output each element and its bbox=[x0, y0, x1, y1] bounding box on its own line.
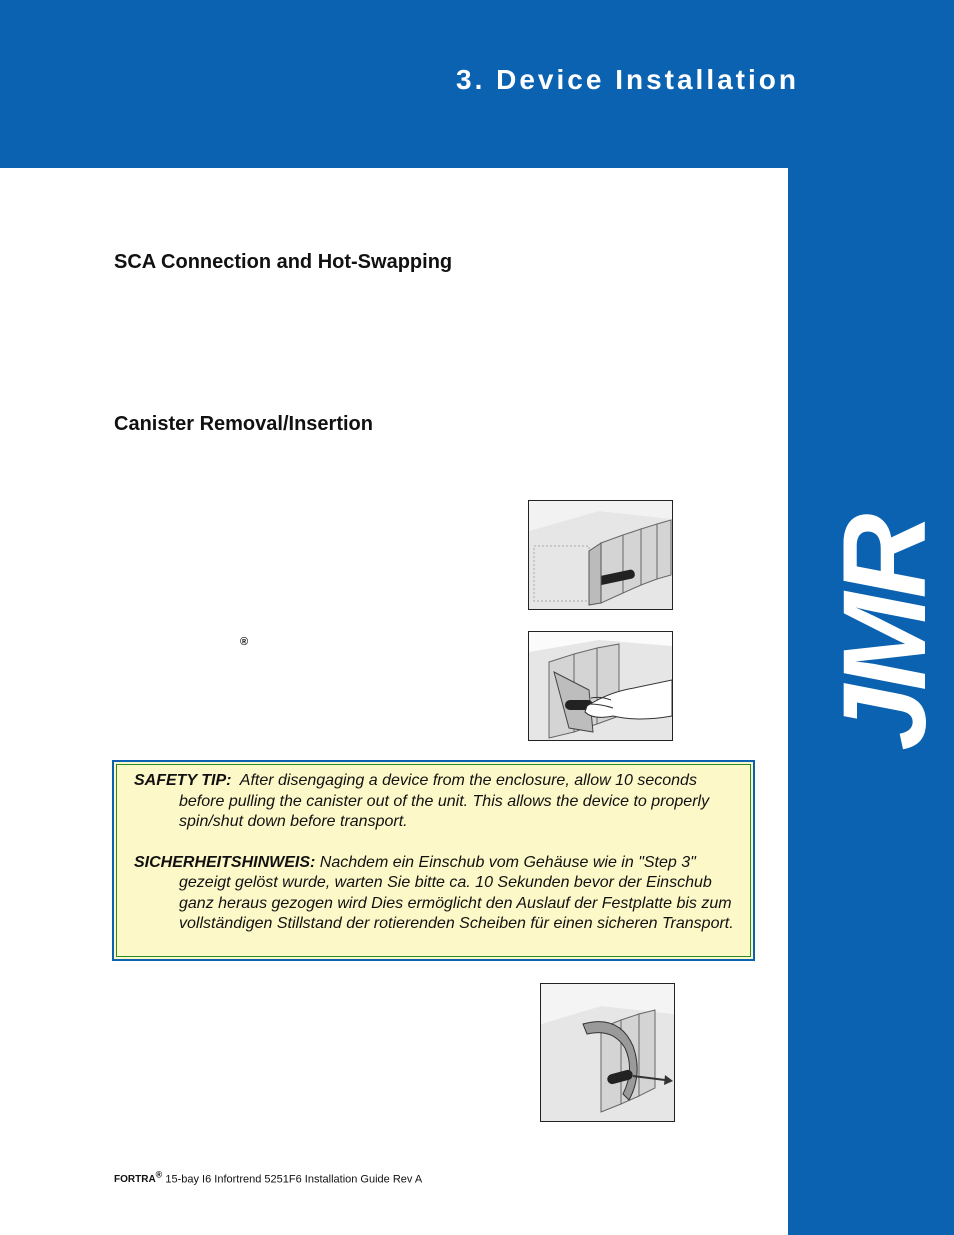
registered-mark: ® bbox=[240, 636, 249, 648]
logo-text: JMR bbox=[819, 519, 951, 751]
jmr-logo bbox=[819, 455, 951, 815]
footer-brand-mark: ® bbox=[155, 1170, 163, 1180]
safety-tip-german-label: SICHERHEITSHINWEIS: bbox=[134, 853, 316, 871]
canister-release-illustration bbox=[529, 632, 672, 740]
footer-text: 15-bay I6 Infortrend 5251F6 Installation Guide Rev A bbox=[162, 1173, 423, 1186]
heading-canister-removal: Canister Removal/Insertion bbox=[114, 413, 373, 435]
safety-tip-label: SAFETY TIP: bbox=[134, 772, 232, 789]
figure-canister-pull-out bbox=[540, 983, 675, 1122]
canister-pull-out-illustration bbox=[541, 984, 674, 1121]
safety-tip-text: After disengaging a device from the enclosure, allow 10 seconds before pulling the canister out of the unit. This allows the device to properly spin/shut down before transport. bbox=[179, 772, 710, 830]
safety-tip-box bbox=[112, 760, 755, 961]
chapter-title: 3. Device Installation bbox=[456, 64, 799, 95]
page-footer bbox=[114, 1170, 422, 1185]
safety-tip-german-text: Nachdem ein Einschub vom Gehäuse wie in "Step 3" gezeigt gelöst wurde, warten Sie bitte ca. 10 Sekunden bevor der Einschub ganz heraus gezogen wird Dies ermöglicht den Auslauf der Festplatte bis zum vollständigen Stillstand der rotierenden Scheiben für einen sicheren Transport. bbox=[179, 853, 734, 932]
figure-canister-seated bbox=[528, 500, 673, 610]
safety-tip-english bbox=[134, 771, 735, 833]
figure-canister-release bbox=[528, 631, 673, 741]
footer-brand-name: FORTRA bbox=[114, 1174, 156, 1186]
canister-seated-illustration bbox=[529, 501, 672, 609]
footer-brand bbox=[114, 1170, 163, 1186]
heading-sca-connection: SCA Connection and Hot-Swapping bbox=[114, 251, 453, 273]
safety-tip-german bbox=[134, 853, 735, 935]
